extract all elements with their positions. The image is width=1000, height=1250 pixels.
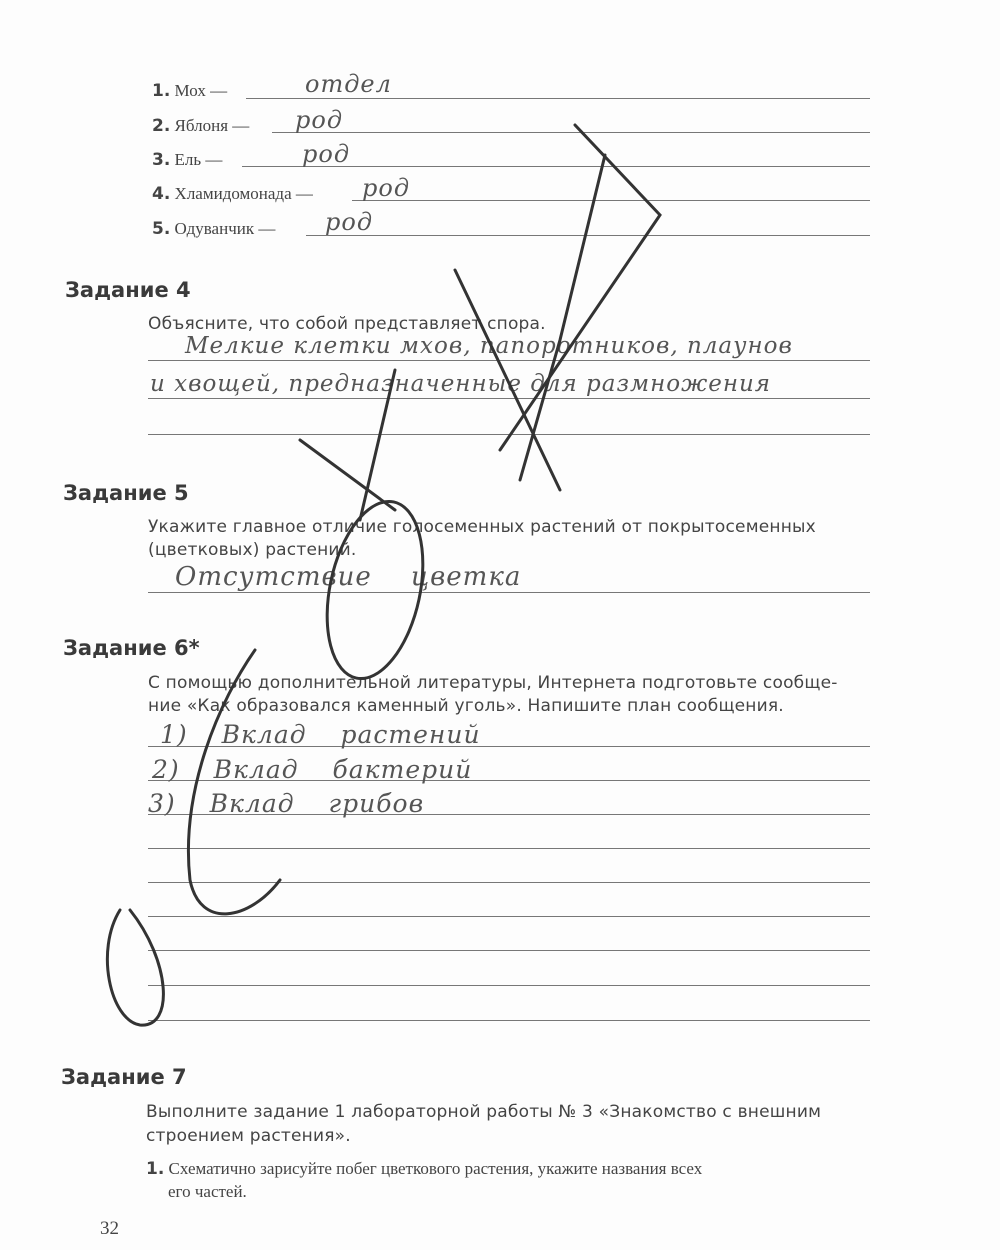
handwritten-answer: род <box>295 106 344 134</box>
answer-line <box>148 398 870 399</box>
task-heading: Задание 4 <box>65 278 191 302</box>
subtask-text: Схематично зарисуйте побег цветкового растения, укажите названия всех <box>168 1159 703 1178</box>
plan-item: 3) Вклад грибов <box>148 789 425 818</box>
handwritten-answer: Отсутствие цветка <box>175 562 522 592</box>
handwritten-answer: род <box>302 140 351 168</box>
task-question: (цветковых) растений. <box>148 540 357 560</box>
list-item <box>152 184 313 204</box>
item-label: Яблоня — <box>174 116 250 135</box>
item-label: Одуванчик — <box>174 219 276 238</box>
answer-line <box>148 592 870 593</box>
answer-line <box>352 200 870 201</box>
item-label: Хламидомонада — <box>174 184 313 203</box>
item-number: 2. <box>152 116 171 136</box>
list-item <box>152 150 222 170</box>
list-item <box>152 116 249 136</box>
item-number: 3. <box>152 150 171 170</box>
task-question: строением растения». <box>146 1126 351 1146</box>
task-question: Выполните задание 1 лабораторной работы № 3 «Знакомство с внешним <box>146 1102 822 1122</box>
list-item <box>152 219 275 239</box>
list-item <box>152 81 227 101</box>
handwritten-answer: Мелкие клетки мхов, папоротников, плаунов <box>185 333 793 359</box>
task-question: С помощью дополнительной литературы, Интернета подготовьте сообще- <box>148 673 838 693</box>
subtask-text: его частей. <box>168 1182 247 1201</box>
task-question: ние «Как образовался каменный уголь». Напишите план сообщения. <box>148 696 784 716</box>
handwritten-answer: род <box>362 174 411 202</box>
handwritten-answer: и хвощей, предназначенные для размножения <box>150 371 772 397</box>
plan-item: 2) Вклад бактерий <box>152 755 473 784</box>
answer-line <box>148 434 870 435</box>
handwritten-answer: род <box>325 208 374 236</box>
task-heading: Задание 6* <box>63 636 200 660</box>
answer-line <box>272 132 870 133</box>
item-number: 1. <box>152 81 171 101</box>
page-number: 32 <box>100 1218 119 1239</box>
task-question: Укажите главное отличие голосеменных растений от покрытосеменных <box>148 517 816 537</box>
task-question: Объясните, что собой представляет спора. <box>148 314 546 334</box>
task-heading: Задание 5 <box>63 481 189 505</box>
subtask <box>146 1159 702 1179</box>
answer-line <box>246 98 870 99</box>
plan-item: 1) Вклад растений <box>160 720 481 749</box>
item-number: 4. <box>152 184 171 204</box>
task-heading: Задание 7 <box>61 1065 187 1089</box>
answer-line <box>148 360 870 361</box>
handwritten-answer: отдел <box>305 70 392 98</box>
answer-line <box>306 235 870 236</box>
item-label: Мох — <box>174 81 228 100</box>
item-label: Ель — <box>174 150 223 169</box>
subtask-number: 1. <box>146 1159 165 1179</box>
item-number: 5. <box>152 219 171 239</box>
